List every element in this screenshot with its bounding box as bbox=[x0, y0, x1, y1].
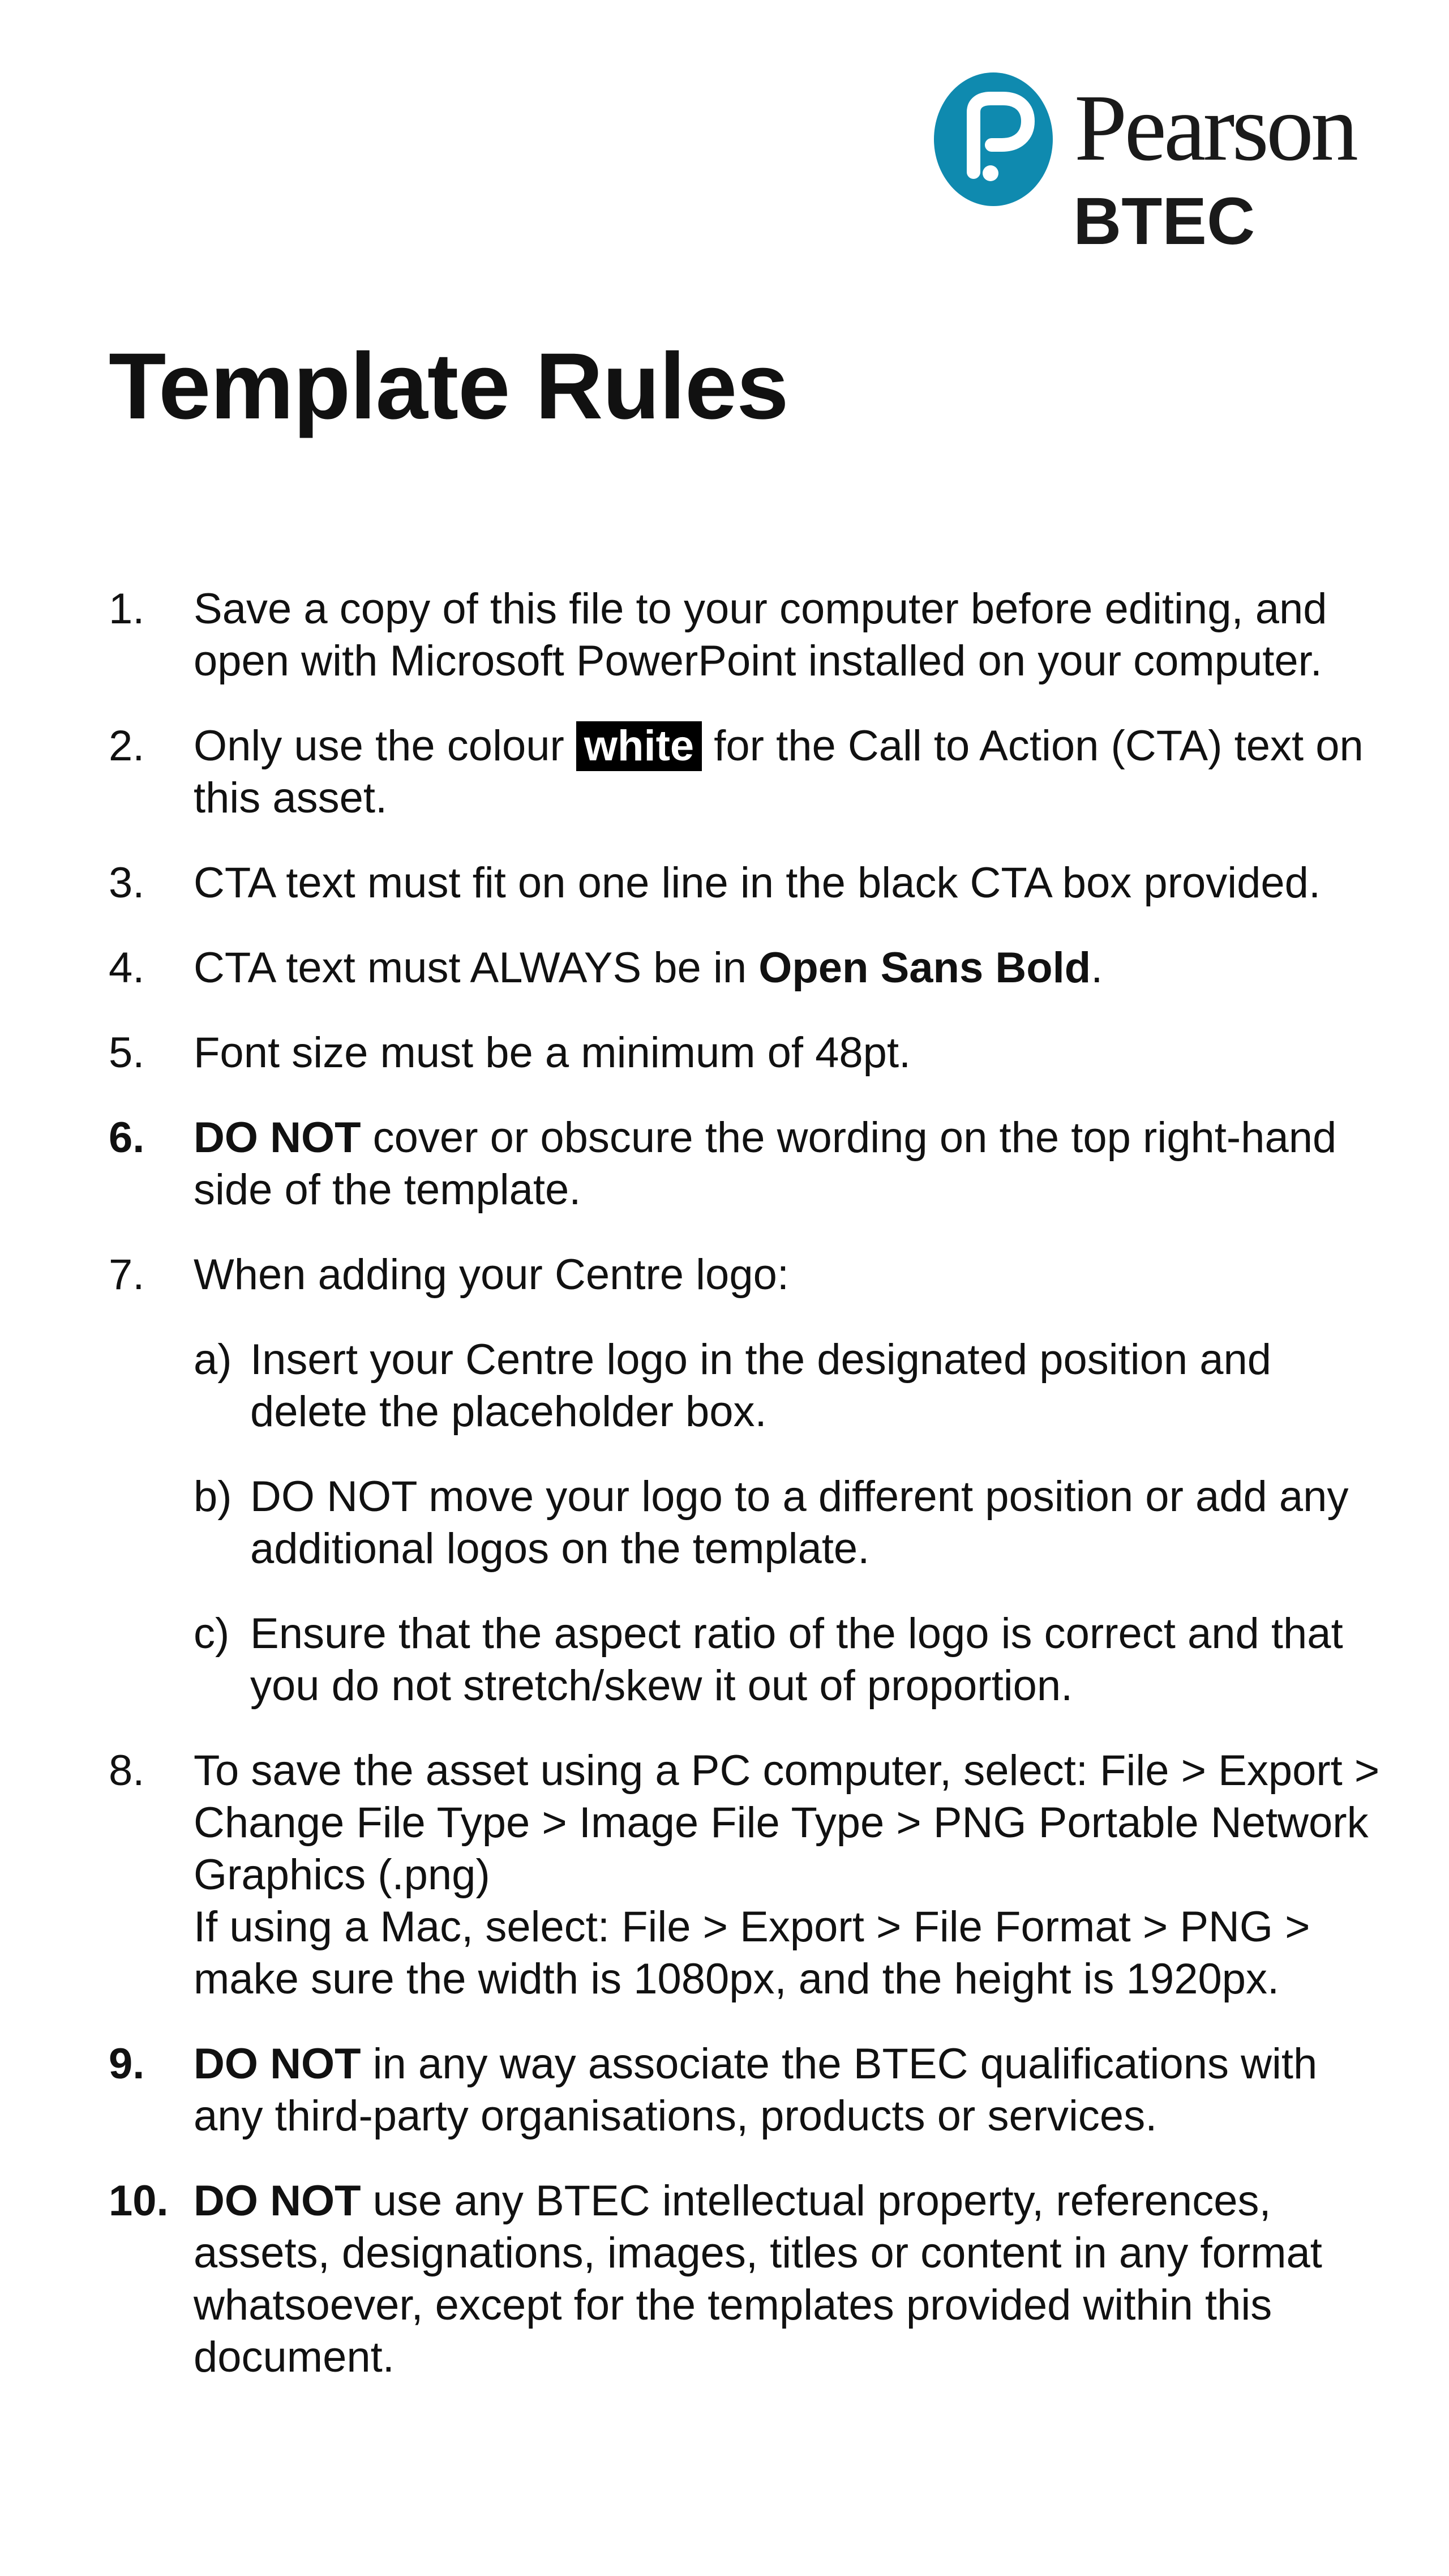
rule-7 bbox=[109, 1249, 1388, 1712]
page-title: Template Rules bbox=[109, 334, 788, 439]
sub-rule-b bbox=[194, 1471, 1388, 1575]
sub-rule-c bbox=[194, 1608, 1388, 1712]
rule-number: 2. bbox=[109, 722, 145, 770]
rule-text-pc: To save the asset using a PC computer, select: File > Export > Change File Type > Image File Type > PNG Portable Network Graphics (.png) bbox=[194, 1747, 1380, 1899]
rule-text-pre: Only use the colour bbox=[194, 722, 576, 770]
rule-text: When adding your Centre logo: bbox=[194, 1251, 789, 1299]
do-not-emphasis: DO NOT bbox=[194, 2040, 361, 2088]
rule-number: 8. bbox=[109, 1747, 145, 1795]
pearson-logo-icon bbox=[934, 72, 1053, 206]
rule-6 bbox=[109, 1112, 1388, 1216]
rule-body bbox=[194, 1745, 1388, 2005]
rule-text-post: in any way associate the BTEC qualifications with any third-party organisations, products or services. bbox=[194, 2040, 1318, 2140]
rule-text-post: cover or obscure the wording on the top right-hand side of the template. bbox=[194, 1114, 1337, 1214]
rule-number: 3. bbox=[109, 859, 145, 907]
do-not-emphasis: DO NOT bbox=[194, 1114, 361, 1162]
pearson-wordmark: Pearson bbox=[1074, 75, 1356, 181]
sub-rules-list bbox=[194, 1334, 1388, 1712]
sub-rule-label: c) bbox=[194, 1610, 230, 1658]
rule-10 bbox=[109, 2175, 1388, 2384]
sub-rule-text: Ensure that the aspect ratio of the logo is correct and that you do not stretch/skew it out of proportion. bbox=[250, 1610, 1343, 1710]
rule-text-mac: If using a Mac, select: File > Export > File Format > PNG > make sure the width is 1080px, and the height is 1920px. bbox=[194, 1903, 1310, 2003]
sub-rule-text: DO NOT move your logo to a different position or add any additional logos on the template. bbox=[250, 1473, 1349, 1573]
rule-text bbox=[194, 1112, 1388, 1216]
rule-text-pre: CTA text must ALWAYS be in bbox=[194, 944, 759, 992]
rule-text bbox=[194, 942, 1388, 994]
rule-5 bbox=[109, 1027, 1388, 1079]
rule-text bbox=[194, 2175, 1388, 2384]
rule-number: 7. bbox=[109, 1251, 145, 1299]
rule-text-post: for the Call to Action (CTA) text on this asset. bbox=[194, 722, 1364, 822]
white-colour-chip: white bbox=[576, 721, 702, 771]
rule-number: 4. bbox=[109, 944, 145, 992]
rules-list bbox=[109, 583, 1388, 2416]
rule-number: 1. bbox=[109, 585, 145, 633]
rule-text-post: use any BTEC intellectual property, references, assets, designations, images, titles or content in any format whatsoever, except for the templates provided within this document. bbox=[194, 2177, 1322, 2381]
rule-2 bbox=[109, 720, 1388, 824]
btec-wordmark: BTEC bbox=[1073, 184, 1255, 259]
sub-rule-text: Insert your Centre logo in the designated position and delete the placeholder box. bbox=[250, 1336, 1272, 1436]
pearson-btec-logo bbox=[934, 68, 1364, 260]
sub-rule-a bbox=[194, 1334, 1388, 1438]
rule-4 bbox=[109, 942, 1388, 994]
rule-number: 9. bbox=[109, 2040, 145, 2088]
sub-rule-label: a) bbox=[194, 1336, 232, 1384]
sub-rule-label: b) bbox=[194, 1473, 232, 1521]
rule-text bbox=[194, 2038, 1388, 2142]
rule-body bbox=[194, 1249, 1388, 1712]
rule-9 bbox=[109, 2038, 1388, 2142]
rule-text: CTA text must fit on one line in the black CTA box provided. bbox=[194, 859, 1321, 907]
font-name-emphasis: Open Sans Bold bbox=[758, 944, 1091, 992]
rule-8 bbox=[109, 1745, 1388, 2005]
rule-number: 10. bbox=[109, 2177, 169, 2225]
rule-1 bbox=[109, 583, 1388, 687]
do-not-emphasis: DO NOT bbox=[194, 2177, 361, 2225]
rule-text bbox=[194, 720, 1388, 824]
rule-3 bbox=[109, 857, 1388, 909]
rule-text: Font size must be a minimum of 48pt. bbox=[194, 1029, 911, 1077]
rule-text: Save a copy of this file to your computer before editing, and open with Microsoft PowerPoint installed on your computer. bbox=[194, 585, 1327, 685]
rule-text-post: . bbox=[1091, 944, 1103, 992]
rule-number: 6. bbox=[109, 1114, 145, 1162]
rule-number: 5. bbox=[109, 1029, 145, 1077]
